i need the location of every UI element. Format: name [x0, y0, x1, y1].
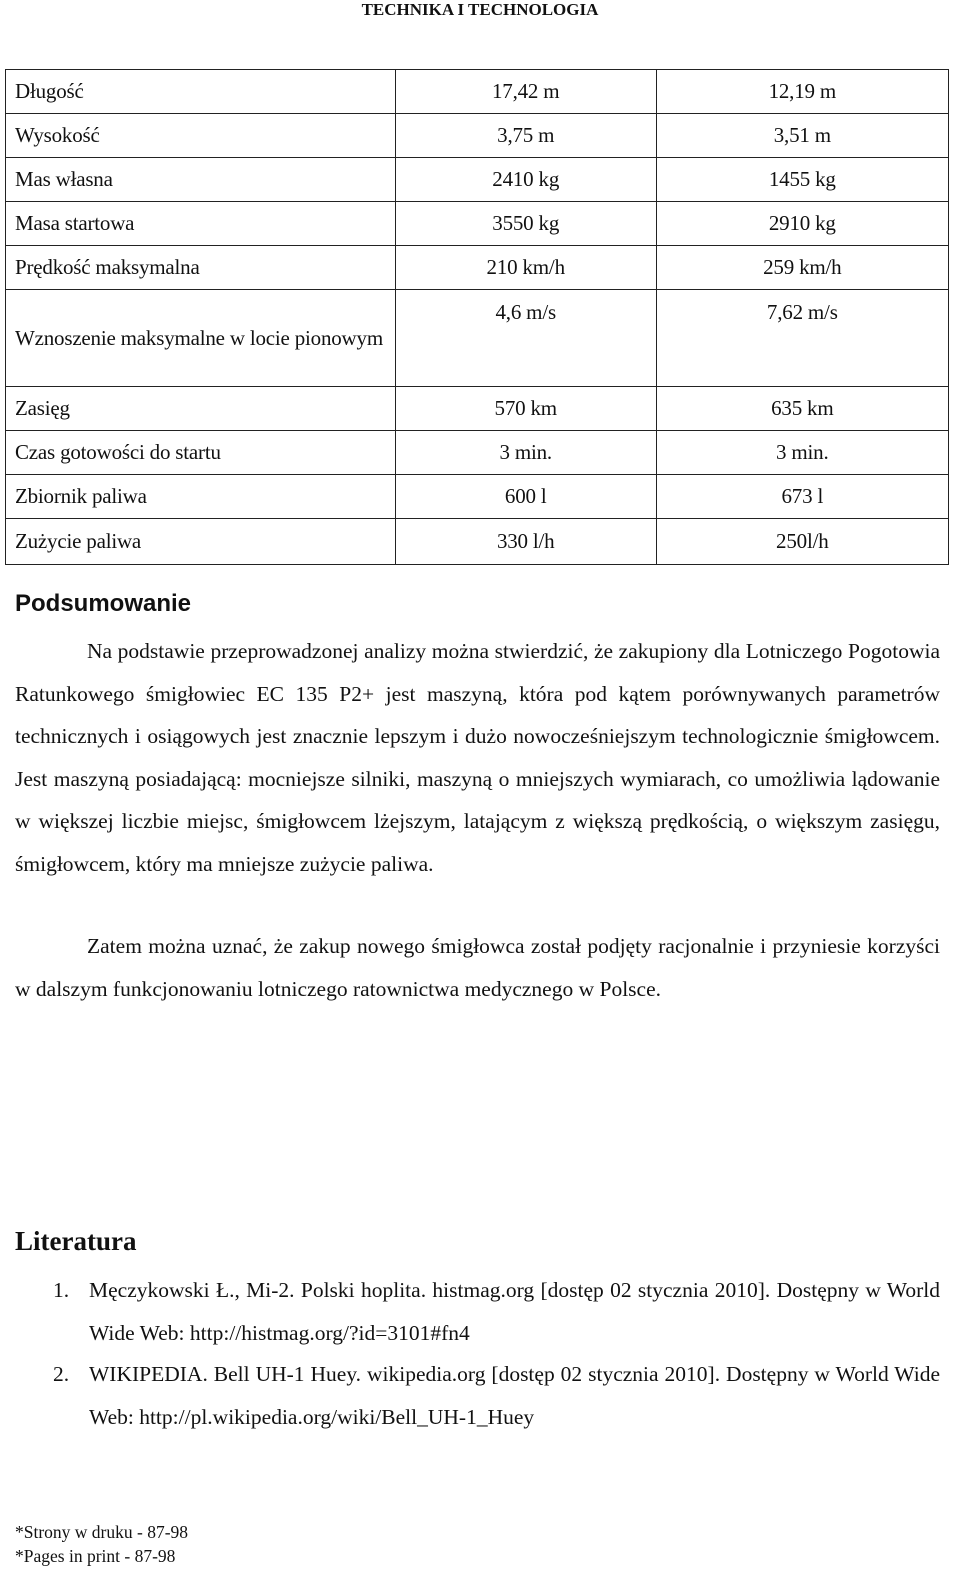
value-cell: 3,75 m: [395, 114, 656, 158]
table-row: [6, 290, 949, 387]
reference-number: 1.: [53, 1278, 70, 1302]
value-cell: 7,62 m/s: [656, 290, 948, 387]
row-label: Wysokość: [6, 114, 396, 158]
table-row: [6, 114, 949, 158]
value-cell: 330 l/h: [395, 519, 656, 565]
specs-table: [5, 69, 949, 565]
value-cell: 3,51 m: [656, 114, 948, 158]
value-cell: 2410 kg: [395, 158, 656, 202]
value-cell: 1455 kg: [656, 158, 948, 202]
reference-text: Męczykowski Ł., Mi-2. Polski hoplita. histmag.org [dostęp 02 stycznia 2010]. Dostępny w World Wide Web: http://histmag.org/?id=3101#fn4: [89, 1278, 940, 1345]
reference-number: 2.: [53, 1362, 70, 1386]
table-row: [6, 475, 949, 519]
page-header: TECHNIKA I TECHNOLOGIA: [361, 0, 599, 19]
value-cell: 570 km: [395, 387, 656, 431]
table-row: [6, 246, 949, 290]
value-cell: 250l/h: [656, 519, 948, 565]
row-label: Czas gotowości do startu: [6, 431, 396, 475]
row-label: Zużycie paliwa: [6, 519, 396, 565]
row-label: Długość: [6, 70, 396, 114]
value-cell: 17,42 m: [395, 70, 656, 114]
value-cell: 259 km/h: [656, 246, 948, 290]
table-row: [6, 158, 949, 202]
value-cell: 3 min.: [656, 431, 948, 475]
table-row: [6, 431, 949, 475]
row-label: Prędkość maksymalna: [6, 246, 396, 290]
row-label: Zasięg: [6, 387, 396, 431]
row-label: Masa startowa: [6, 202, 396, 246]
value-cell: 210 km/h: [395, 246, 656, 290]
summary-paragraph-1: [15, 630, 940, 885]
value-cell: 3 min.: [395, 431, 656, 475]
literature-heading: Literatura: [15, 1226, 137, 1256]
footnote-en: *Pages in print - 87-98: [15, 1546, 176, 1566]
table-row: [6, 202, 949, 246]
reference-text: WIKIPEDIA. Bell UH-1 Huey. wikipedia.org [dostęp 02 stycznia 2010]. Dostępny w World Wide Web: http://pl.wikipedia.org/wiki/Bell_UH-1_Huey: [89, 1362, 940, 1429]
value-cell: 673 l: [656, 475, 948, 519]
row-label: Mas własna: [6, 158, 396, 202]
value-cell: 600 l: [395, 475, 656, 519]
value-cell: 12,19 m: [656, 70, 948, 114]
row-label: Zbiornik paliwa: [6, 475, 396, 519]
paragraph-text: Zatem można uznać, że zakup nowego śmigłowca został podjęty racjonalnie i przyniesie korzyści w dalszym funkcjonowaniu lotniczego ratownictwa medycznego w Polsce.: [15, 934, 940, 1001]
value-cell: 3550 kg: [395, 202, 656, 246]
footnote-pl: *Strony w druku - 87-98: [15, 1522, 189, 1542]
summary-heading: Podsumowanie: [15, 590, 192, 617]
value-cell: 635 km: [656, 387, 948, 431]
table-row: [6, 70, 949, 114]
row-label: Wznoszenie maksymalne w locie pionowym: [6, 290, 396, 387]
table-row: [6, 387, 949, 431]
value-cell: 4,6 m/s: [395, 290, 656, 387]
paragraph-text: Na podstawie przeprowadzonej analizy można stwierdzić, że zakupiony dla Lotniczego Pogotowia Ratunkowego śmigłowiec EC 135 P2+ jest maszyną, która pod kątem porównywanych parametrów technicznych i osiągowych jest znacznie lepszym i dużo nowocześniejszym technologicznie śmigłowcem. Jest maszyną posiadającą: mocniejsze silniki, maszyną o mniejszych wymiarach, co umożliwia lądowanie w większej liczbie miejsc, śmigłowcem lżejszym, latającym z większą prędkością, o większym zasięgu, śmigłowcem, który ma mniejsze zużycie paliwa.: [15, 639, 940, 876]
table-row: [6, 519, 949, 565]
value-cell: 2910 kg: [656, 202, 948, 246]
reference-item: [53, 1269, 940, 1354]
reference-item: [53, 1353, 940, 1438]
summary-paragraph-2: [15, 925, 940, 1010]
